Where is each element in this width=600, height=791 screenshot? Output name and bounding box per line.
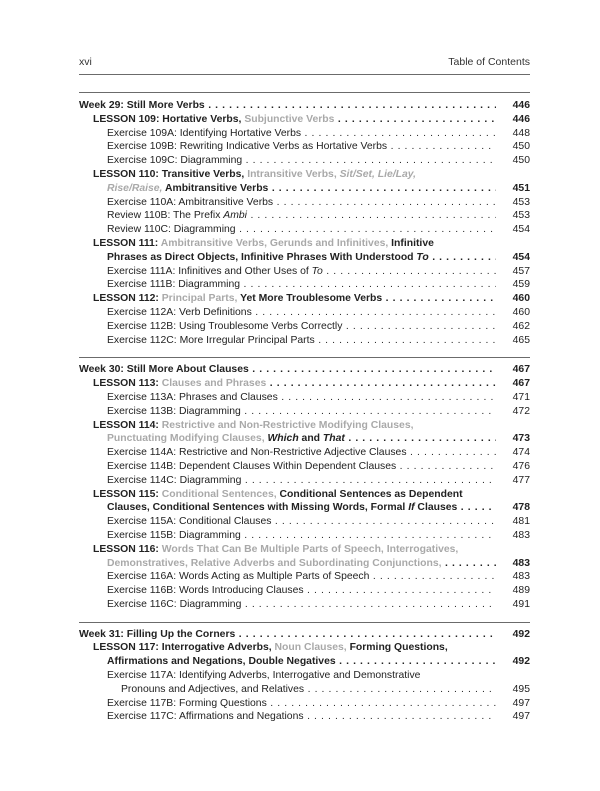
entry-title xyxy=(79,265,496,279)
toc-lesson-entry xyxy=(79,419,530,433)
entry-title xyxy=(79,641,530,655)
toc-exercise-entry xyxy=(79,391,530,405)
entry-title-part: LESSON 116: xyxy=(93,543,162,555)
toc-week-entry xyxy=(79,363,530,377)
toc-lesson-entry xyxy=(79,168,530,182)
entry-page-number: 476 xyxy=(498,460,530,474)
entry-page-number: 483 xyxy=(498,557,530,571)
entry-title xyxy=(79,683,496,697)
entry-title xyxy=(79,140,496,154)
toc-exercise-entry xyxy=(79,683,530,697)
entry-title xyxy=(79,306,496,320)
entry-page-number: 460 xyxy=(498,306,530,320)
entry-page-number: 473 xyxy=(498,432,530,446)
toc-exercise-entry xyxy=(79,223,530,237)
entry-page-number: 454 xyxy=(498,223,530,237)
entry-title-part: Exercise 113B: Diagramming xyxy=(107,405,241,417)
entry-title xyxy=(79,669,530,683)
entry-title xyxy=(79,488,530,502)
entry-title-part: Exercise 116C: Diagramming xyxy=(107,598,242,610)
entry-title-part: Exercise 112C: More Irregular Principal Parts xyxy=(107,334,315,346)
entry-title-part: LESSON 117: Interrogative Adverbs, xyxy=(93,642,275,654)
entry-page-number: 462 xyxy=(498,320,530,334)
entry-title-part: Week 31: Filling Up the Corners xyxy=(79,628,236,640)
entry-title-part: LESSON 109: Hortative Verbs, xyxy=(93,113,245,125)
entry-title-part: Ambitransitive Verbs, Gerunds and Infinitives, xyxy=(160,237,389,249)
entry-title-part: Exercise 115B: Diagramming xyxy=(107,529,241,541)
page-number-roman: xvi xyxy=(79,56,92,68)
entry-title xyxy=(79,584,496,598)
entry-page-number: 450 xyxy=(498,154,530,168)
entry-page-number: 497 xyxy=(498,697,530,711)
entry-title xyxy=(79,557,496,571)
entry-title-part: Phrases as Direct Objects, Infinitive Phrases With Understood xyxy=(107,251,417,263)
entry-title xyxy=(79,391,496,405)
entry-title xyxy=(79,570,496,584)
entry-title-part: Principal Parts, xyxy=(161,293,238,305)
entry-title-part: Clauses xyxy=(414,502,458,514)
toc-exercise-entry xyxy=(79,154,530,168)
entry-page-number: 483 xyxy=(498,570,530,584)
toc-exercise-entry xyxy=(79,529,530,543)
toc-lesson-entry xyxy=(79,655,530,669)
entry-title xyxy=(79,710,496,724)
entry-title-part: Demonstratives, Relative Adverbs and Subordinating Conjunctions, xyxy=(107,557,442,569)
entry-title-part: Noun Clauses, xyxy=(274,642,347,654)
entry-page-number: 489 xyxy=(498,584,530,598)
section-gap xyxy=(79,347,530,357)
toc-exercise-entry xyxy=(79,515,530,529)
entry-page-number: 450 xyxy=(498,140,530,154)
entry-title-part: Conditional Sentences, xyxy=(161,488,277,500)
table-of-contents xyxy=(79,99,530,724)
entry-title-part: Exercise 115A: Conditional Clauses xyxy=(107,516,272,528)
entry-title-part: Exercise 112A: Verb Definitions xyxy=(107,306,252,318)
entry-title-part: Exercise 109B: Rewriting Indicative Verbs as Hortative Verbs xyxy=(107,141,388,153)
entry-title xyxy=(79,278,496,292)
entry-title-part: If xyxy=(408,502,415,514)
toc-lesson-entry xyxy=(79,501,530,515)
entry-title-part: LESSON 110: Transitive Verbs, xyxy=(93,168,248,180)
entry-title-part: Week 30: Still More About Clauses xyxy=(79,364,249,376)
entry-title-part: Pronouns and Adjectives, and Relatives xyxy=(121,683,305,695)
entry-title xyxy=(79,460,496,474)
toc-exercise-entry xyxy=(79,669,530,683)
entry-page-number: 492 xyxy=(498,628,530,642)
toc-exercise-entry xyxy=(79,306,530,320)
toc-exercise-entry xyxy=(79,598,530,612)
entry-page-number: 497 xyxy=(498,710,530,724)
entry-title-part: Exercise 111A: Infinitives and Other Uses of xyxy=(107,265,312,277)
toc-exercise-entry xyxy=(79,265,530,279)
entry-page-number: 483 xyxy=(498,529,530,543)
entry-title xyxy=(79,655,496,669)
entry-title xyxy=(79,182,496,196)
entry-title xyxy=(79,113,496,127)
entry-page-number: 471 xyxy=(498,391,530,405)
entry-page-number: 457 xyxy=(498,265,530,279)
entry-page-number: 467 xyxy=(498,363,530,377)
entry-title xyxy=(79,127,496,141)
entry-page-number: 474 xyxy=(498,446,530,460)
entry-title xyxy=(79,598,496,612)
entry-title-part: LESSON 111: xyxy=(93,237,161,249)
toc-lesson-entry xyxy=(79,488,530,502)
entry-page-number: 495 xyxy=(498,683,530,697)
toc-exercise-entry xyxy=(79,570,530,584)
entry-page-number: 460 xyxy=(498,292,530,306)
toc-lesson-entry xyxy=(79,557,530,571)
toc-lesson-entry xyxy=(79,251,530,265)
entry-title xyxy=(79,237,530,251)
toc-exercise-entry xyxy=(79,127,530,141)
entry-title xyxy=(79,419,530,433)
entry-title xyxy=(79,196,496,210)
entry-title-part: Exercise 116A: Words Acting as Multiple Parts of Speech xyxy=(107,571,370,583)
entry-title-part: Exercise 109C: Diagramming xyxy=(107,155,243,167)
entry-title-part: LESSON 112: xyxy=(93,293,162,305)
toc-exercise-entry xyxy=(79,446,530,460)
entry-title-part: To xyxy=(416,251,429,263)
toc-exercise-entry xyxy=(79,697,530,711)
entry-title xyxy=(79,628,496,642)
entry-title-part: Which xyxy=(267,433,299,445)
entry-title-part: and xyxy=(298,433,323,445)
entry-page-number: 491 xyxy=(498,598,530,612)
entry-title-part: To xyxy=(311,265,323,277)
toc-exercise-entry xyxy=(79,474,530,488)
entry-title xyxy=(79,446,496,460)
entry-title xyxy=(79,432,496,446)
entry-title xyxy=(79,529,496,543)
entry-page-number: 454 xyxy=(498,251,530,265)
toc-exercise-entry xyxy=(79,710,530,724)
toc-exercise-entry xyxy=(79,460,530,474)
entry-title-part: Exercise 117C: Affirmations and Negations xyxy=(107,711,304,723)
section-rule xyxy=(79,357,530,358)
entry-page-number: 481 xyxy=(498,515,530,529)
entry-title-part: Rise/Raise, xyxy=(107,182,163,194)
section-rule xyxy=(79,622,530,623)
entry-title xyxy=(79,320,496,334)
entry-title-part: Infinitive xyxy=(388,237,434,249)
entry-page-number: 477 xyxy=(498,474,530,488)
entry-title xyxy=(79,334,496,348)
entry-title xyxy=(79,363,496,377)
toc-exercise-entry xyxy=(79,405,530,419)
entry-title-part: Exercise 116B: Words Introducing Clauses xyxy=(107,585,304,597)
entry-title xyxy=(79,405,496,419)
toc-top-rule xyxy=(79,92,530,93)
entry-title xyxy=(79,154,496,168)
entry-title-part: Exercise 117B: Forming Questions xyxy=(107,697,267,709)
header-rule xyxy=(79,74,530,75)
entry-title-part: LESSON 114: xyxy=(93,419,162,431)
entry-page-number: 446 xyxy=(498,113,530,127)
entry-title-part: Ambitransitive Verbs xyxy=(162,182,269,194)
entry-title-part: Intransitive Verbs, xyxy=(247,168,340,180)
entry-title-part: Affirmations and Negations, Double Negatives xyxy=(107,656,336,668)
entry-title-part: Punctuating Modifying Clauses, xyxy=(107,433,265,445)
entry-title-part: Forming Questions, xyxy=(346,642,448,654)
toc-exercise-entry xyxy=(79,196,530,210)
toc-exercise-entry xyxy=(79,320,530,334)
entry-title xyxy=(79,223,496,237)
entry-title-part: Exercise 112B: Using Troublesome Verbs Correctly xyxy=(107,320,343,332)
entry-title xyxy=(79,377,496,391)
entry-page-number: 453 xyxy=(498,196,530,210)
entry-title-part: Exercise 113A: Phrases and Clauses xyxy=(107,391,278,403)
running-header xyxy=(79,56,530,72)
toc-week-entry xyxy=(79,628,530,642)
entry-page-number: 448 xyxy=(498,127,530,141)
entry-title-part: Exercise 114C: Diagramming xyxy=(107,474,242,486)
entry-title-part: Week 29: Still More Verbs xyxy=(79,100,205,111)
entry-page-number: 446 xyxy=(498,99,530,113)
entry-title-part: Clauses and Phrases xyxy=(161,378,267,390)
entry-page-number: 465 xyxy=(498,334,530,348)
entry-title xyxy=(79,501,496,515)
entry-title-part: Review 110B: The Prefix xyxy=(107,210,224,222)
entry-page-number: 459 xyxy=(498,278,530,292)
toc-lesson-entry xyxy=(79,292,530,306)
toc-lesson-entry xyxy=(79,182,530,196)
toc-exercise-entry xyxy=(79,584,530,598)
entry-title-part: LESSON 113: xyxy=(93,378,162,390)
entry-title-part: Exercise 109A: Identifying Hortative Verbs xyxy=(107,127,302,139)
entry-title xyxy=(79,292,496,306)
entry-page-number: 472 xyxy=(498,405,530,419)
toc-exercise-entry xyxy=(79,140,530,154)
entry-page-number: 478 xyxy=(498,501,530,515)
entry-title-part: Review 110C: Diagramming xyxy=(107,224,236,236)
entry-title xyxy=(79,209,496,223)
entry-page-number: 453 xyxy=(498,209,530,223)
toc-lesson-entry xyxy=(79,543,530,557)
entry-title-part: Exercise 110A: Ambitransitive Verbs xyxy=(107,196,274,208)
entry-page-number: 492 xyxy=(498,655,530,669)
entry-title-part: Exercise 114A: Restrictive and Non-Restrictive Adjective Clauses xyxy=(107,447,407,459)
entry-title-part: Conditional Sentences as Dependent xyxy=(276,488,463,500)
entry-title xyxy=(79,251,496,265)
section-gap xyxy=(79,612,530,622)
entry-title-part: Subjunctive Verbs xyxy=(244,113,335,125)
entry-title-part: Restrictive and Non-Restrictive Modifying Clauses, xyxy=(161,419,414,431)
entry-title-part: Ambi xyxy=(223,210,247,222)
entry-title-part: Exercise 114B: Dependent Clauses Within Dependent Clauses xyxy=(107,460,397,472)
entry-title xyxy=(79,515,496,529)
entry-title-part: Words That Can Be Multiple Parts of Speech, Interrogatives, xyxy=(161,543,459,555)
entry-title-part: Clauses, Conditional Sentences with Missing Words, Formal xyxy=(107,502,409,514)
toc-lesson-entry xyxy=(79,113,530,127)
entry-title xyxy=(79,697,496,711)
toc-lesson-entry xyxy=(79,377,530,391)
toc-exercise-entry xyxy=(79,334,530,348)
entry-title-part: Exercise 111B: Diagramming xyxy=(107,279,241,291)
toc-exercise-entry xyxy=(79,278,530,292)
entry-title-part: LESSON 115: xyxy=(93,488,162,500)
entry-title-part: Sit/Set, Lie/Lay, xyxy=(339,168,417,180)
toc-exercise-entry xyxy=(79,209,530,223)
running-title: Table of Contents xyxy=(448,56,530,68)
entry-title xyxy=(79,474,496,488)
entry-page-number: 451 xyxy=(498,182,530,196)
entry-title-part: That xyxy=(322,433,345,445)
entry-page-number: 467 xyxy=(498,377,530,391)
entry-title xyxy=(79,168,530,182)
toc-lesson-entry xyxy=(79,237,530,251)
entry-title-part: Yet More Troublesome Verbs xyxy=(237,293,383,305)
entry-title xyxy=(79,99,496,113)
toc-lesson-entry xyxy=(79,641,530,655)
toc-lesson-entry xyxy=(79,432,530,446)
entry-title xyxy=(79,543,530,557)
toc-week-entry xyxy=(79,99,530,113)
entry-title-part: Exercise 117A: Identifying Adverbs, Interrogative and Demonstrative xyxy=(107,670,421,682)
